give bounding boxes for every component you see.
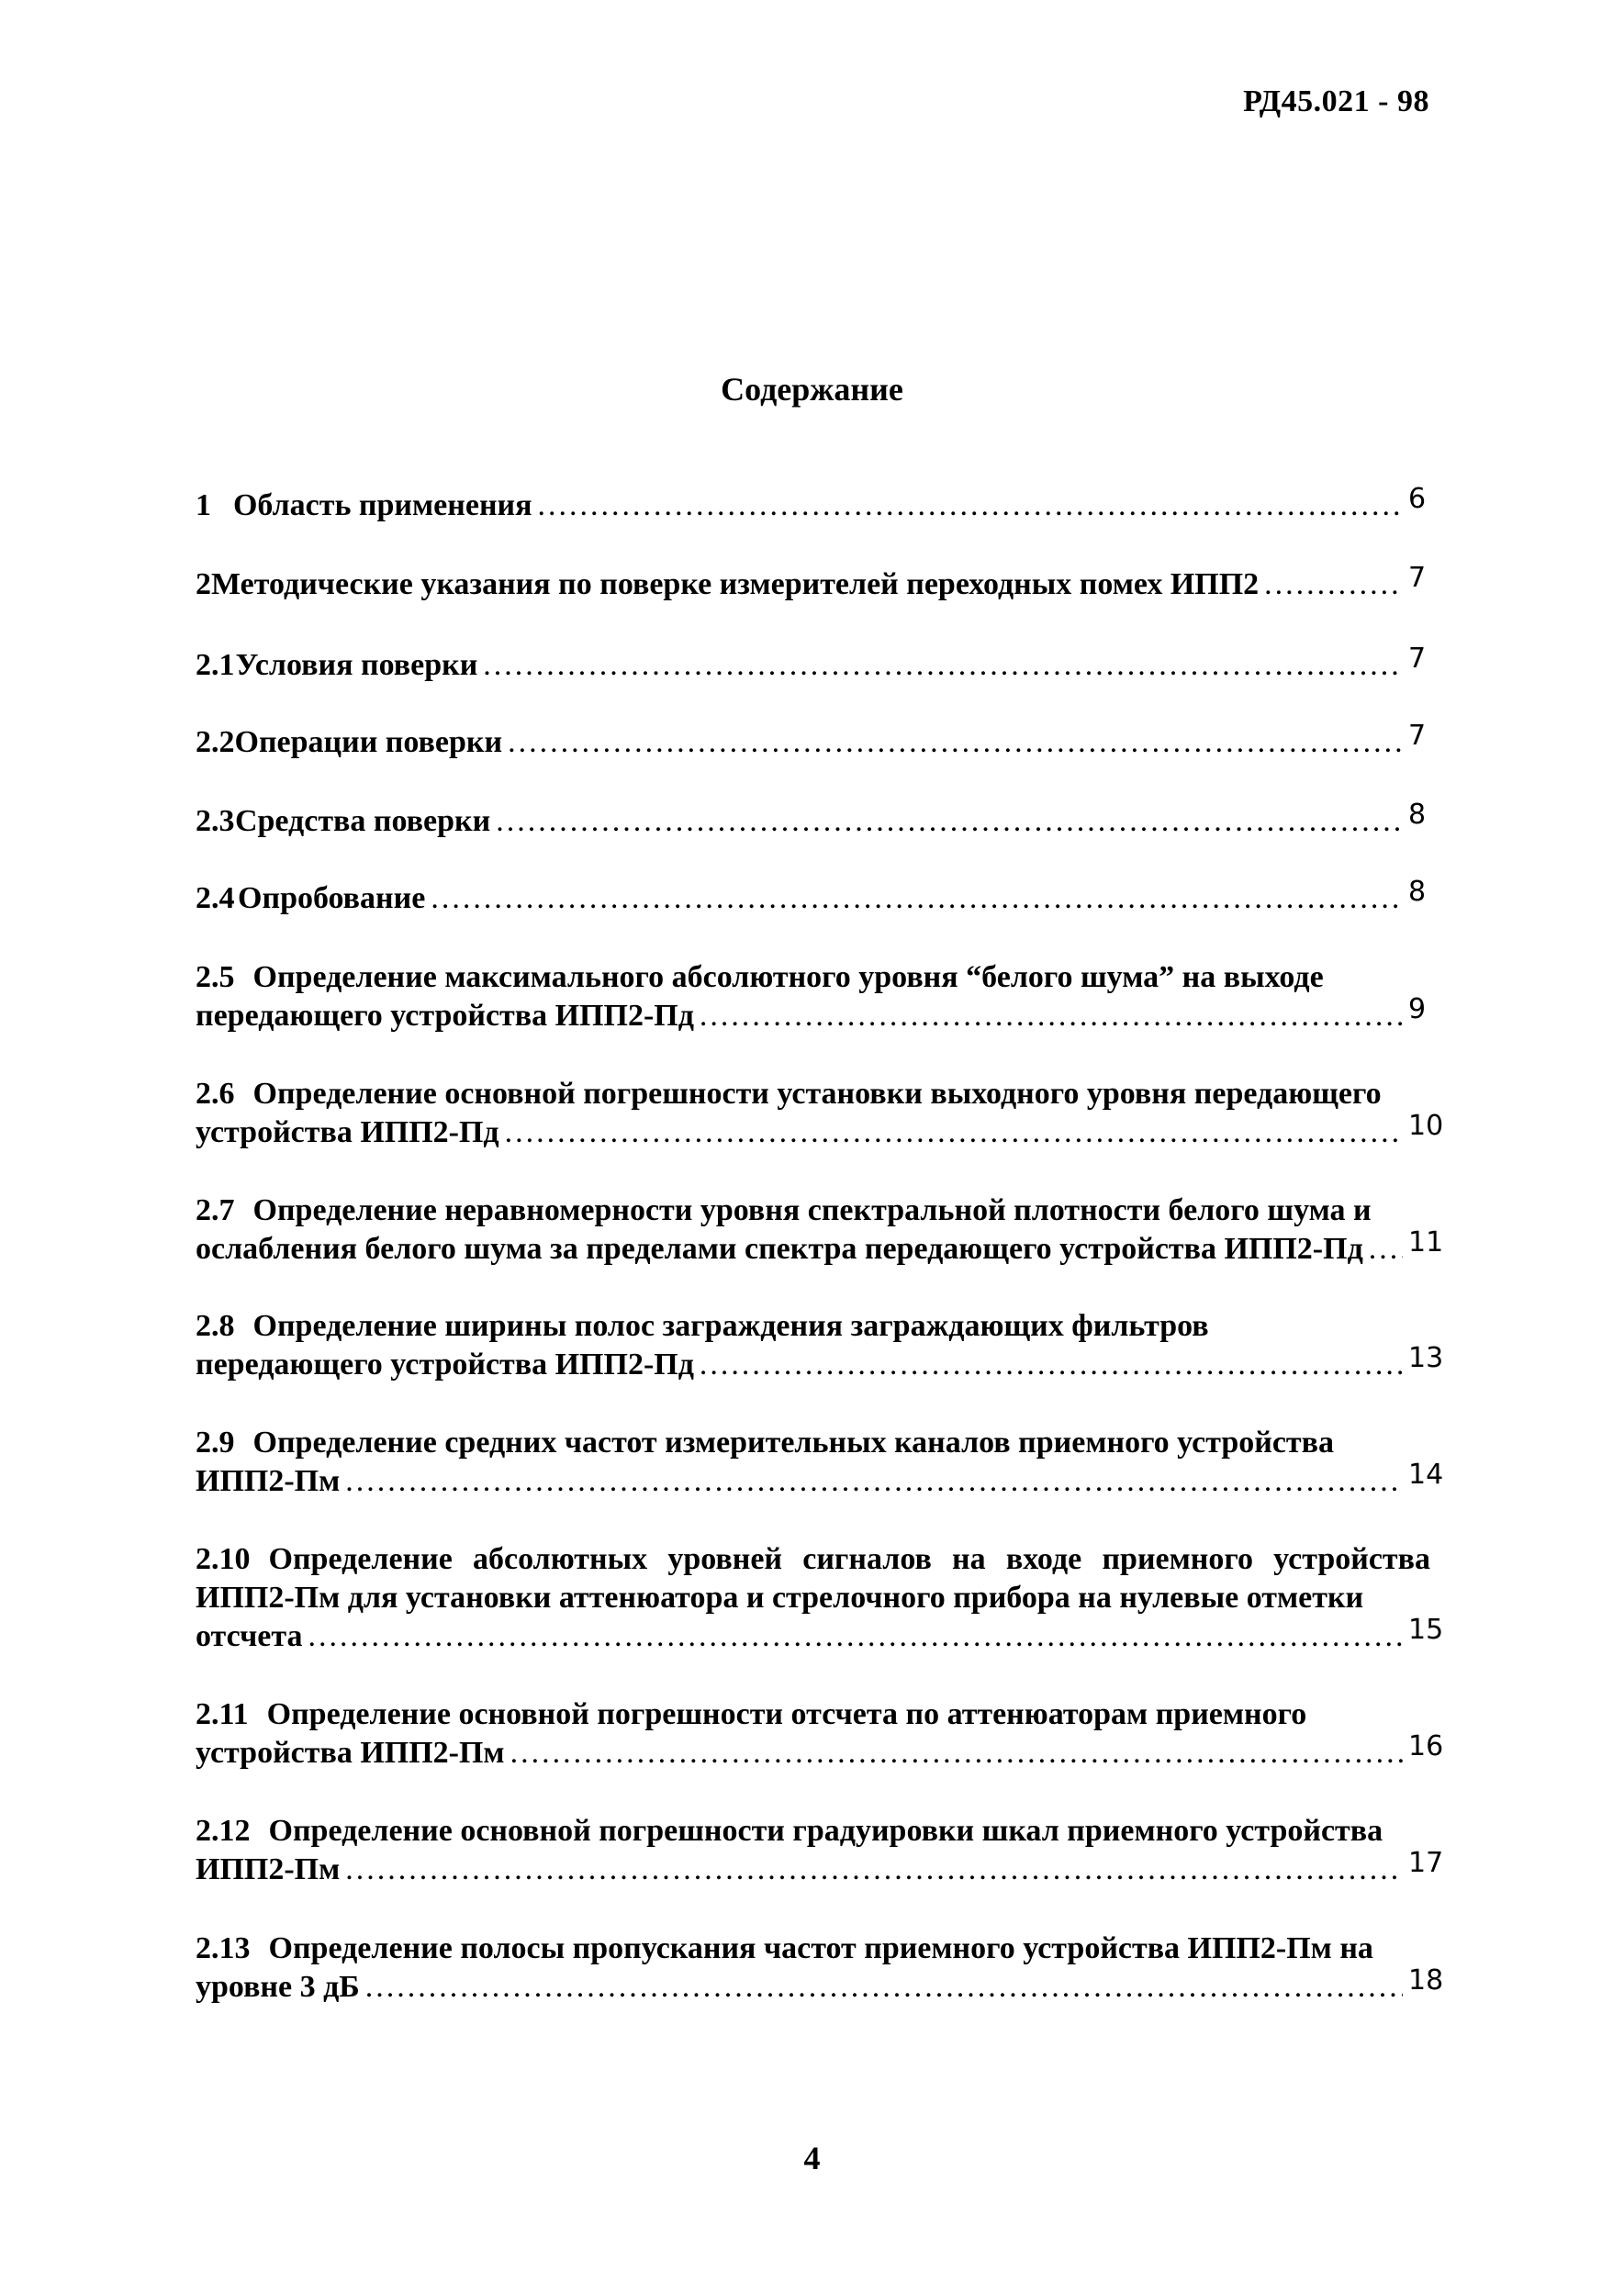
toc-entry-number: 2 (196, 567, 211, 601)
toc-entry[interactable] (196, 1695, 1444, 1773)
toc-entry-page: 7 (1408, 720, 1427, 752)
toc-entry-text: Опробование (238, 881, 426, 915)
toc-entry-text-continued: устройства ИПП2-Пм (196, 1736, 505, 1770)
toc-entry[interactable] (196, 720, 1430, 763)
toc-entry-text: Определение полосы пропускания частот приемного устройства ИПП2-Пм на (268, 1931, 1373, 1965)
leader-dots (505, 1113, 1403, 1152)
toc-entry-text-continued: ИПП2-Пм (196, 1464, 341, 1498)
toc-entry-number: 2.6 (196, 1077, 235, 1111)
leader-dots (345, 1462, 1403, 1501)
toc-entry[interactable] (196, 958, 1430, 1036)
toc-entry-page: 10 (1408, 1110, 1444, 1142)
toc-entry-number: 2.10 (196, 1542, 251, 1576)
toc-entry-text: Методические указания по поверке измерителей переходных помех ИПП2 (211, 567, 1260, 601)
toc-entry-text: Определение основной погрешности установки выходного уровня передающего (252, 1077, 1382, 1111)
leader-dots (1369, 1230, 1403, 1269)
toc-entry-page: 14 (1408, 1459, 1444, 1491)
toc-entry-number: 2.3 (196, 804, 235, 838)
toc-entry-number: 2.9 (196, 1426, 235, 1460)
leader-dots (345, 1851, 1403, 1889)
toc-entry[interactable] (196, 643, 1430, 686)
toc-entry[interactable] (196, 1075, 1444, 1153)
toc-entry-page: 17 (1408, 1847, 1444, 1879)
toc-entry[interactable] (196, 1191, 1444, 1270)
toc-entry-text: Условия поверки (235, 648, 478, 682)
toc-entry-text: Область применения (232, 488, 532, 522)
toc-entry-page: 7 (1408, 562, 1427, 594)
toc-entry-text-continued: передающего устройства ИПП2-Пд (196, 1348, 694, 1382)
toc-entry-number: 2.5 (196, 960, 235, 994)
toc-entry[interactable] (196, 1307, 1444, 1385)
toc-entry[interactable] (196, 799, 1430, 842)
toc-entry-text: Определение основной погрешности градуировки шкал приемного устройства (268, 1814, 1383, 1848)
toc-entry-text: Определение ширины полос заграждения заграждающих фильтров (252, 1309, 1209, 1343)
toc-entry[interactable] (196, 1424, 1444, 1502)
toc-entry-number: 2.12 (196, 1814, 251, 1848)
leader-dots (538, 487, 1403, 525)
leader-dots (365, 1968, 1403, 2007)
toc-entry-text-continued: передающего устройства ИПП2-Пд (196, 999, 694, 1033)
toc-entry-text: Определение средних частот измерительных каналов приемного устройства (252, 1426, 1334, 1460)
toc-entry-page: 6 (1408, 483, 1427, 515)
toc-entry[interactable] (196, 562, 1430, 605)
toc-entry-page: 18 (1408, 1964, 1444, 1997)
toc-entry[interactable] (196, 1812, 1444, 1890)
toc-entry-text: Операции поверки (234, 725, 503, 759)
page-number: 4 (803, 2140, 821, 2176)
toc-entry-page: 7 (1408, 643, 1427, 675)
toc-entry-number: 1 (196, 488, 211, 522)
leader-dots (308, 1617, 1403, 1656)
toc-entry-text-continued: ослабления белого шума за пределами спектра передающего устройства ИПП2-Пд (196, 1232, 1363, 1266)
toc-entry-text: Определение абсолютных уровней сигналов на входе приемного устройства ИПП2-Пм для установки аттенюатора и стрелочного прибора на нулевые отметки (196, 1542, 1430, 1615)
document-code: РД45.021 - 98 (1243, 84, 1429, 118)
leader-dots (510, 1734, 1403, 1773)
toc-entry-text-continued: отсчета (196, 1619, 303, 1653)
toc-entry-text-continued: уровне 3 дБ (196, 1970, 360, 2004)
leader-dots (431, 879, 1403, 918)
leader-dots (508, 723, 1403, 762)
toc-entry-number: 2.8 (196, 1309, 235, 1343)
toc-entry-text-continued: устройства ИПП2-Пд (196, 1115, 499, 1149)
toc-entry-text: Средства поверки (234, 804, 491, 838)
toc-entry-text: Определение максимального абсолютного уровня “белого шума” на выходе (252, 960, 1324, 994)
toc-entry-text: Определение основной погрешности отсчета по аттенюаторам приемного (266, 1697, 1307, 1731)
toc-entry-text: Определение неравномерности уровня спектральной плотности белого шума и (252, 1193, 1372, 1227)
toc-entry[interactable] (196, 483, 1430, 526)
toc-entry[interactable] (196, 1930, 1444, 2008)
toc-entry-page: 8 (1408, 799, 1427, 831)
leader-dots (483, 646, 1403, 685)
toc-entry-page: 11 (1408, 1226, 1444, 1258)
toc-entry-number: 2.1 (196, 648, 235, 682)
toc-entry-number: 2.7 (196, 1193, 235, 1227)
toc-entry[interactable] (196, 876, 1430, 919)
toc-entry-page: 15 (1408, 1614, 1444, 1646)
toc-entry-number: 2.2 (196, 725, 235, 759)
leader-dots (700, 997, 1403, 1035)
toc-entry-page: 13 (1408, 1342, 1444, 1374)
toc-entry-text-continued: ИПП2-Пм (196, 1852, 341, 1886)
toc-entry-page: 8 (1408, 876, 1427, 908)
toc-title: Содержание (721, 371, 903, 408)
toc-entry-number: 2.13 (196, 1931, 251, 1965)
toc-entry[interactable] (196, 1540, 1444, 1657)
leader-dots (1264, 565, 1403, 604)
toc-entry-number: 2.4 (196, 881, 235, 915)
leader-dots (496, 802, 1403, 841)
toc-entry-number: 2.11 (196, 1697, 249, 1731)
leader-dots (700, 1346, 1403, 1384)
toc-entry-page: 16 (1408, 1730, 1444, 1762)
toc-entry-page: 9 (1408, 993, 1427, 1025)
